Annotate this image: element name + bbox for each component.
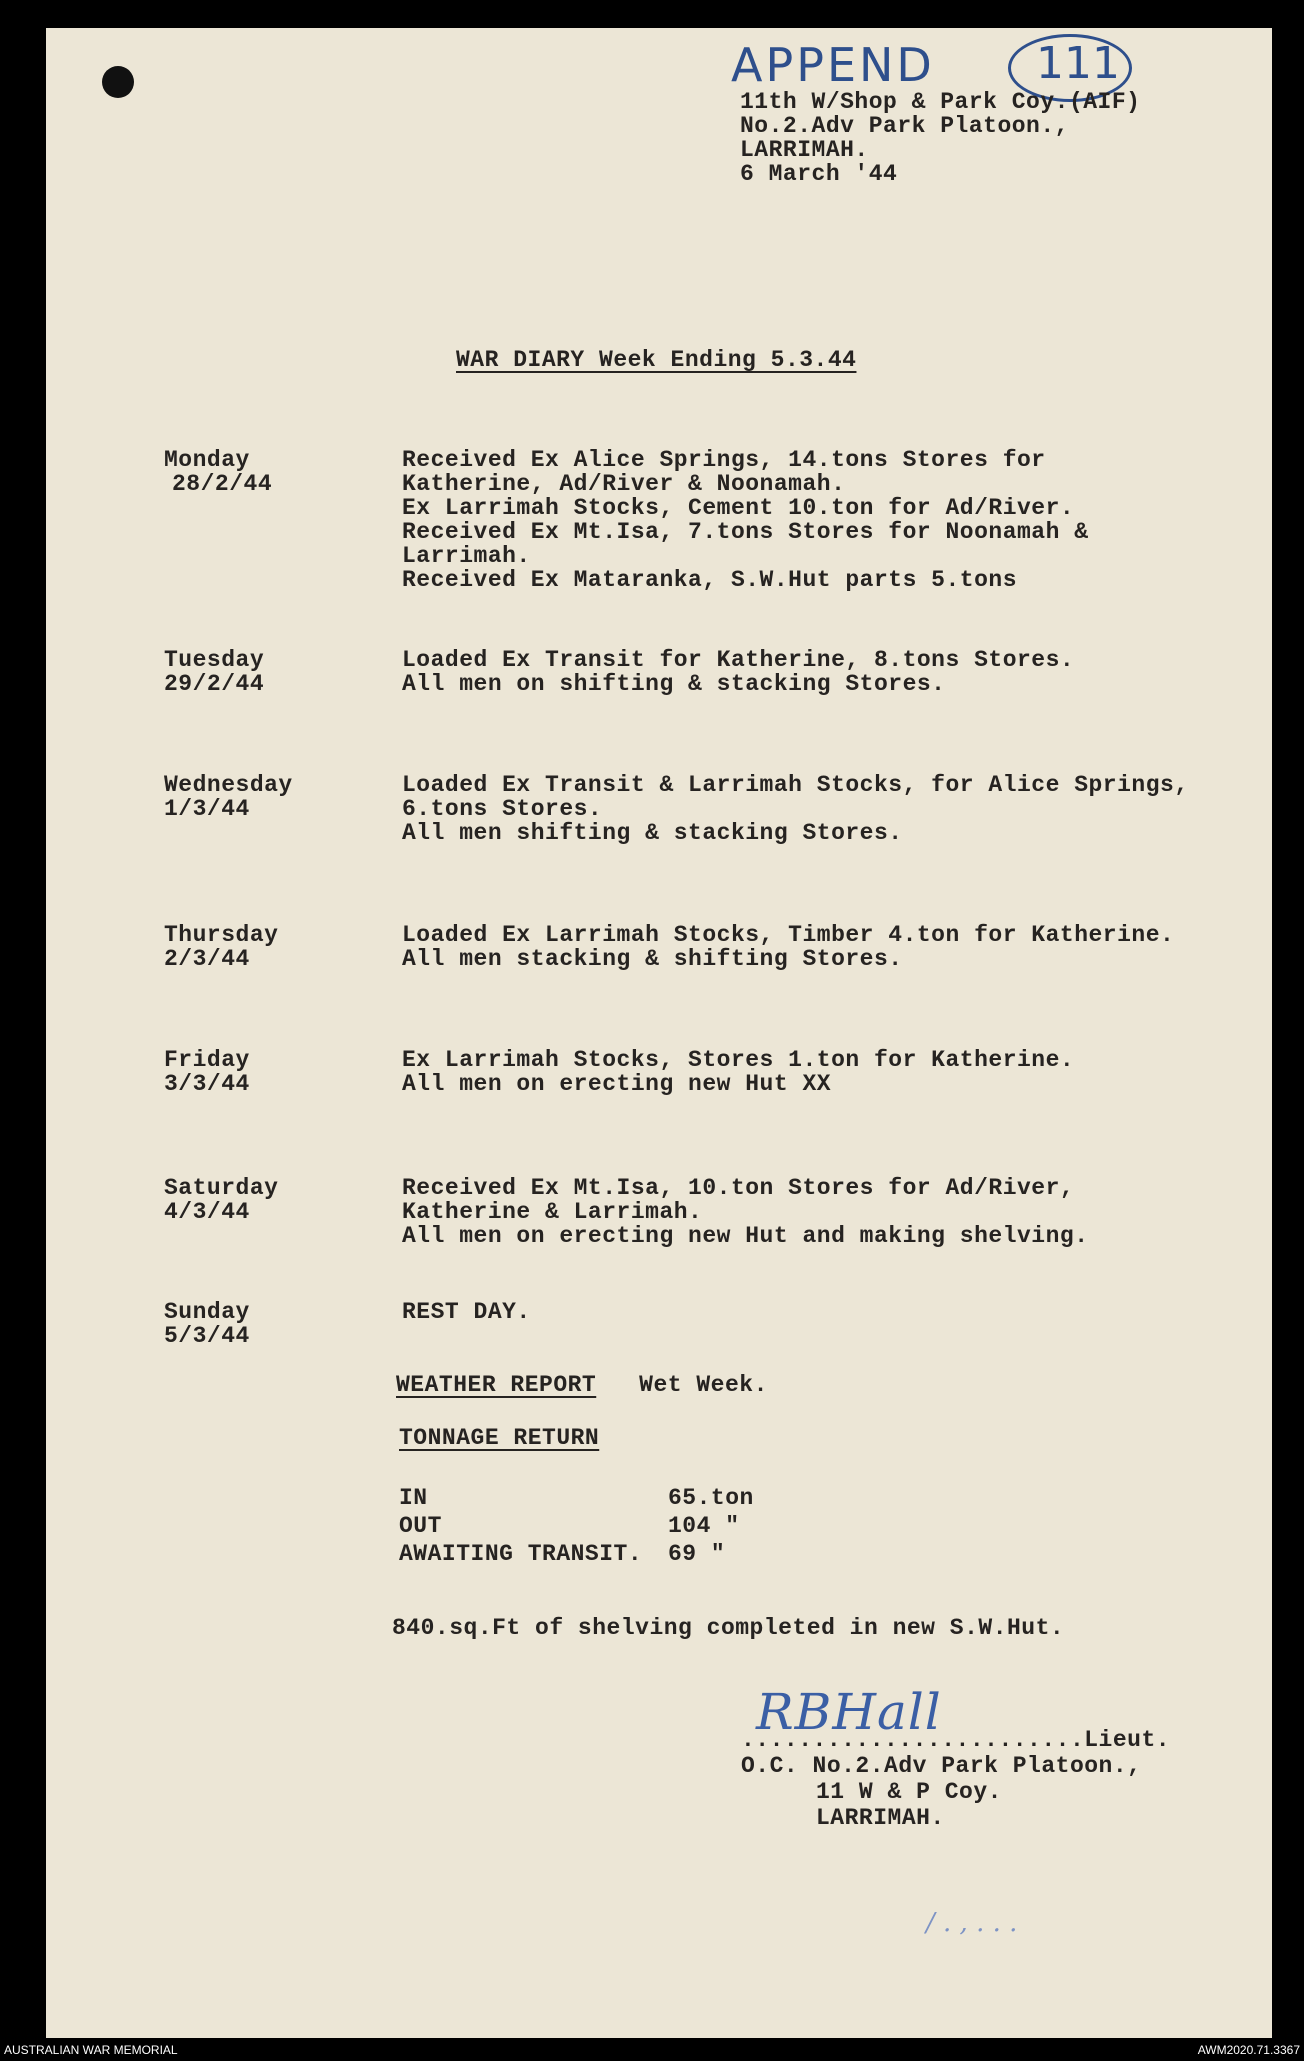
header-line: 11th W/Shop & Park Coy.(AIF)	[740, 89, 1141, 115]
entry-line: Received Ex Alice Springs, 14.tons Stores for	[402, 447, 1046, 473]
day-date: 4/3/44	[164, 1199, 250, 1225]
entry-text	[402, 923, 1174, 971]
weather-value: Wet Week.	[639, 1372, 768, 1398]
entry-text	[402, 1300, 531, 1324]
entry-line: Loaded Ex Larrimah Stocks, Timber 4.ton for Katherine.	[402, 922, 1175, 948]
entry-line: Katherine & Larrimah.	[402, 1199, 703, 1225]
document-page	[46, 28, 1272, 2038]
day-date: 28/2/44	[172, 471, 273, 497]
entry-day	[164, 1176, 278, 1224]
entry-line: All men on erecting new Hut and making shelving.	[402, 1223, 1089, 1249]
header-line: LARRIMAH.	[740, 137, 869, 163]
entry-day	[164, 923, 278, 971]
shelving-note: 840.sq.Ft of shelving completed in new S.W.Hut.	[392, 1615, 1065, 1641]
day-date: 5/3/44	[164, 1323, 250, 1349]
day-name: Monday	[164, 447, 250, 473]
entry-day	[164, 648, 264, 696]
entry-line: All men shifting & stacking Stores.	[402, 820, 903, 846]
entry-line: 6.tons Stores.	[402, 796, 603, 822]
day-date: 29/2/44	[164, 671, 265, 697]
entry-text	[402, 1176, 1089, 1248]
day-name: Sunday	[164, 1299, 250, 1325]
tonnage-row-value: 65.ton	[668, 1485, 754, 1511]
entry-line: Loaded Ex Transit & Larrimah Stocks, for Alice Springs,	[402, 772, 1189, 798]
entry-line: All men on erecting new Hut XX	[402, 1071, 832, 1097]
unit-header	[740, 90, 1140, 186]
entry-text	[402, 648, 1074, 696]
signature-block-line: O.C. No.2.Adv Park Platoon.,	[741, 1753, 1142, 1779]
header-line: 6 March '44	[740, 161, 898, 187]
handwritten-signature: RBHall	[756, 1683, 942, 1741]
tonnage-row-value: 104 "	[668, 1513, 740, 1539]
entry-day	[164, 448, 272, 496]
day-name: Wednesday	[164, 772, 293, 798]
entry-line: Loaded Ex Transit for Katherine, 8.tons Stores.	[402, 647, 1075, 673]
entry-day	[164, 1048, 250, 1096]
tonnage-label: TONNAGE RETURN	[399, 1425, 600, 1451]
entry-line: REST DAY.	[402, 1299, 531, 1325]
tonnage-row-name: OUT	[399, 1513, 442, 1539]
signature-block-line: LARRIMAH.	[816, 1805, 945, 1831]
signature-rank-line: ........................Lieut.	[741, 1727, 1171, 1753]
tonnage-row-name: IN	[399, 1485, 428, 1511]
weather-label: WEATHER REPORT	[396, 1372, 597, 1398]
entry-line: Ex Larrimah Stocks, Stores 1.ton for Katherine.	[402, 1047, 1075, 1073]
day-name: Tuesday	[164, 647, 265, 673]
diary-title: WAR DIARY Week Ending 5.3.44	[456, 347, 857, 373]
entry-text	[402, 1048, 1074, 1096]
entry-text	[402, 448, 1089, 592]
entry-line: All men stacking & shifting Stores.	[402, 946, 903, 972]
entry-line: All men on shifting & stacking Stores.	[402, 671, 946, 697]
entry-day	[164, 773, 293, 821]
day-date: 3/3/44	[164, 1071, 250, 1097]
entry-text	[402, 773, 1189, 845]
day-date: 2/3/44	[164, 946, 250, 972]
entry-line: Larrimah.	[402, 543, 531, 569]
weather-report	[396, 1373, 768, 1397]
append-stamp: APPEND	[731, 38, 935, 92]
signature-block-line: 11 W & P Coy.	[816, 1779, 1002, 1805]
day-name: Thursday	[164, 922, 279, 948]
appendix-number: 111	[1036, 38, 1120, 89]
tonnage-row-value: 69 "	[668, 1541, 726, 1567]
day-name: Saturday	[164, 1175, 279, 1201]
entry-line: Received Ex Mataranka, S.W.Hut parts 5.tons	[402, 567, 1017, 593]
footer-archive-name: AUSTRALIAN WAR MEMORIAL	[4, 2043, 178, 2057]
footer-accession-number: AWM2020.71.3367	[1197, 2043, 1300, 2057]
entry-line: Received Ex Mt.Isa, 7.tons Stores for Noonamah &	[402, 519, 1089, 545]
entry-line: Received Ex Mt.Isa, 10.ton Stores for Ad/River,	[402, 1175, 1075, 1201]
tonnage-row-name: AWAITING TRANSIT.	[399, 1541, 643, 1567]
day-name: Friday	[164, 1047, 250, 1073]
header-line: No.2.Adv Park Platoon.,	[740, 113, 1069, 139]
day-date: 1/3/44	[164, 796, 250, 822]
punch-hole	[102, 66, 134, 98]
entry-line: Ex Larrimah Stocks, Cement 10.ton for Ad/River.	[402, 495, 1075, 521]
faint-pencil-mark: / . , . . .	[926, 1908, 1018, 1938]
entry-line: Katherine, Ad/River & Noonamah.	[402, 471, 846, 497]
entry-day	[164, 1300, 250, 1348]
